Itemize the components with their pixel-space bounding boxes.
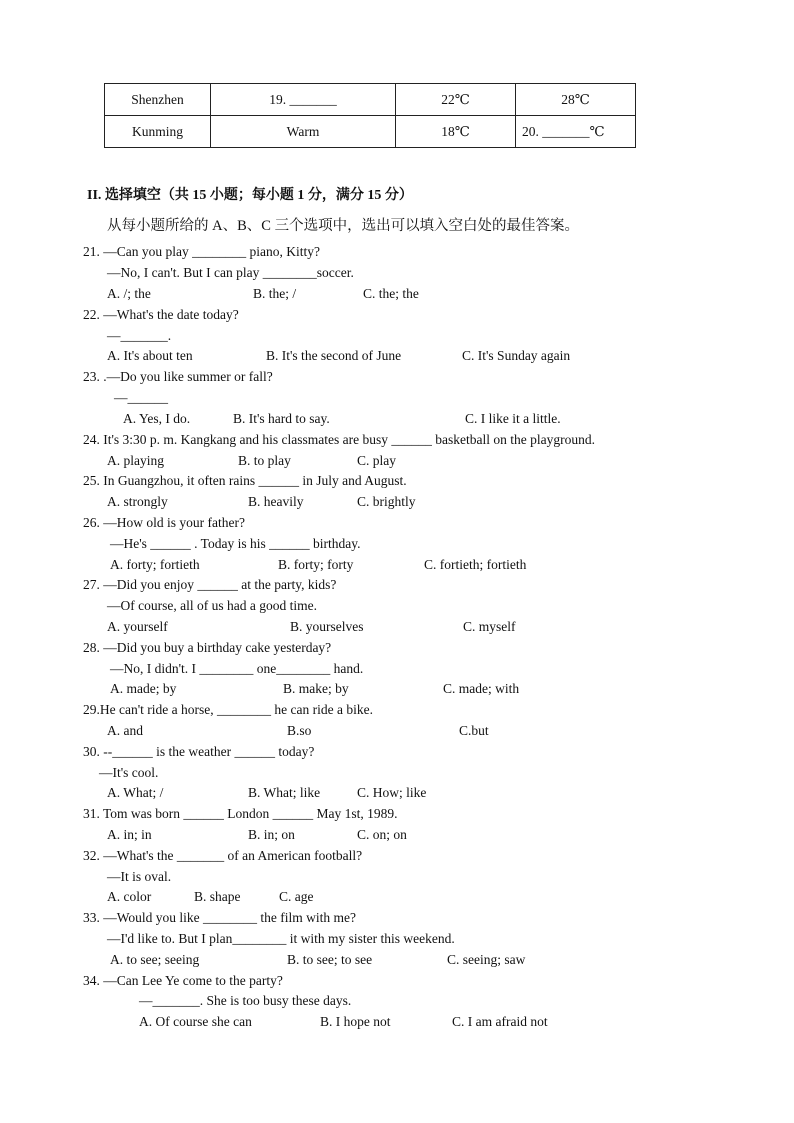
question-line: —I'd like to. But I plan________ it with my sister this weekend. (107, 931, 455, 946)
question-line: C. seeing; saw (447, 952, 526, 967)
question-line: A. color (107, 889, 152, 904)
table-row (105, 116, 636, 148)
section-title: II. 选择填空（共 15 小题；每小题 1 分，满分 15 分） (87, 188, 413, 203)
table-cell-weather: 19. _______ (211, 84, 396, 116)
question-line: C. myself (463, 619, 516, 634)
question-line: B. make; by (283, 681, 349, 696)
question-line: C. on; on (357, 827, 407, 842)
question-line: 31. Tom was born ______ London ______ May 1st, 1989. (83, 806, 398, 821)
question-line: 21. —Can you play ________ piano, Kitty? (83, 244, 320, 259)
question-line: C.but (459, 723, 489, 738)
question-line: C. the; the (363, 286, 419, 301)
weather-table (104, 83, 636, 148)
question-line: C. I like it a little. (465, 411, 561, 426)
question-line: A. Of course she can (139, 1014, 252, 1029)
question-line: 32. —What's the _______ of an American football? (83, 848, 363, 863)
question-line: A. to see; seeing (110, 952, 200, 967)
table-cell-low: 22℃ (396, 84, 516, 116)
question-line: —It's cool. (99, 765, 159, 780)
question-line: —No, I didn't. I ________ one________ hand. (110, 661, 364, 676)
question-line: B. to play (238, 453, 291, 468)
question-line: B. It's hard to say. (233, 411, 330, 426)
question-line: A. What; / (107, 785, 164, 800)
question-line: —_______. She is too busy these days. (139, 993, 352, 1008)
question-line: 27. —Did you enjoy ______ at the party, kids? (83, 577, 337, 592)
question-line: C. fortieth; fortieth (424, 557, 527, 572)
question-line: B. the; / (253, 286, 297, 301)
section-instruction: 从每小题所给的 A、B、C 三个选项中，选出可以填入空白处的最佳答案。 (107, 218, 580, 234)
question-line: C. I am afraid not (452, 1014, 548, 1029)
question-line: 26. —How old is your father? (83, 515, 245, 530)
question-line: A. in; in (107, 827, 152, 842)
question-line: B. I hope not (320, 1014, 391, 1029)
table-cell-high: 28℃ (516, 84, 636, 116)
question-line: —No, I can't. But I can play ________soccer. (107, 265, 354, 280)
question-line: C. age (279, 889, 314, 904)
question-line: 23. .—Do you like summer or fall? (83, 369, 273, 384)
question-line: C. How; like (357, 785, 427, 800)
table-cell-city: Shenzhen (105, 84, 211, 116)
question-line: —Of course, all of us had a good time. (107, 598, 317, 613)
question-line: A. and (107, 723, 143, 738)
question-line: A. playing (107, 453, 164, 468)
question-line: B. It's the second of June (266, 348, 402, 363)
question-line: —He's ______ . Today is his ______ birthday. (110, 536, 361, 551)
question-line: A. strongly (107, 494, 168, 509)
table-cell-high: 20. _______℃ (516, 116, 636, 148)
question-line: B. heavily (248, 494, 304, 509)
question-line: 33. —Would you like ________ the film with me? (83, 910, 357, 925)
question-line: A. yourself (107, 619, 168, 634)
question-line: A. /; the (107, 286, 151, 301)
question-line: A. Yes, I do. (123, 411, 191, 426)
question-line: B. forty; forty (278, 557, 354, 572)
question-line: C. play (357, 453, 396, 468)
table-cell-low: 18℃ (396, 116, 516, 148)
question-line: —______ (114, 390, 168, 405)
question-line: 28. —Did you buy a birthday cake yesterday? (83, 640, 332, 655)
question-line: 30. --______ is the weather ______ today? (83, 744, 315, 759)
question-line: 34. —Can Lee Ye come to the party? (83, 973, 283, 988)
question-line: —_______. (107, 328, 172, 343)
question-line: A. It's about ten (107, 348, 193, 363)
question-line: C. It's Sunday again (462, 348, 571, 363)
question-line: 24. It's 3:30 p. m. Kangkang and his classmates are busy ______ basketball on the playground. (83, 432, 595, 447)
table-cell-city: Kunming (105, 116, 211, 148)
question-line: A. forty; fortieth (110, 557, 200, 572)
question-line: 22. —What's the date today? (83, 307, 239, 322)
table-row (105, 84, 636, 116)
question-line: —It is oval. (107, 869, 172, 884)
question-line: B. yourselves (290, 619, 364, 634)
table-cell-weather: Warm (211, 116, 396, 148)
question-line: B. What; like (248, 785, 321, 800)
question-line: 25. In Guangzhou, it often rains ______ in July and August. (83, 473, 407, 488)
question-line: A. made; by (110, 681, 177, 696)
question-line: C. brightly (357, 494, 416, 509)
question-line: C. made; with (443, 681, 520, 696)
question-line: 29.He can't ride a horse, ________ he can ride a bike. (83, 702, 373, 717)
question-line: B. shape (194, 889, 241, 904)
question-line: B. to see; to see (287, 952, 373, 967)
question-line: B.so (287, 723, 312, 738)
question-line: B. in; on (248, 827, 295, 842)
